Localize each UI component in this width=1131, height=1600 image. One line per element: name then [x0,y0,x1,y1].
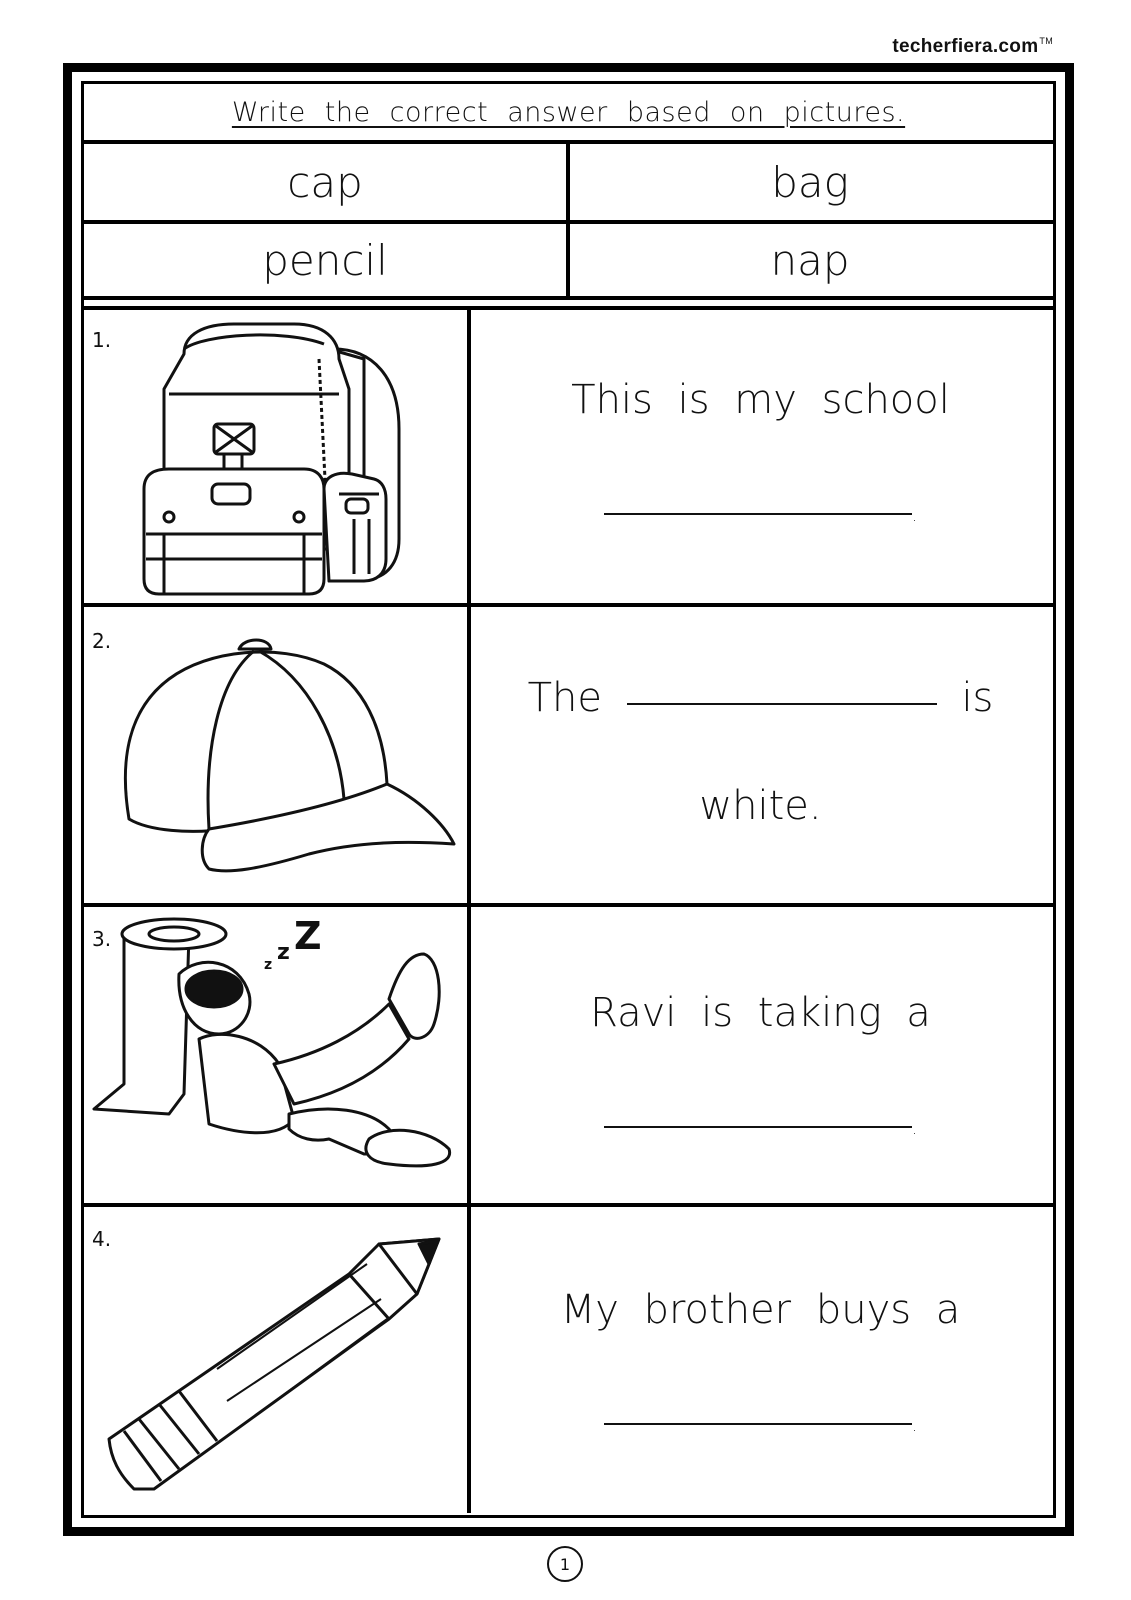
question-sentence [471,644,1050,860]
instruction: Write the correct answer based on pictures. [231,96,906,128]
sentence-text: Ravi is taking a [590,990,931,1036]
divider [84,903,1053,907]
divider [566,144,570,296]
answer-blank[interactable] [604,1415,912,1425]
brand-name: techerfiera.com [892,36,1039,57]
word-bank-item: nap [770,235,850,285]
answer-blank[interactable] [627,695,937,705]
sentence-text: white. [699,783,822,829]
trademark: TM [1039,36,1053,46]
divider [84,306,1053,310]
worksheet-inner [81,81,1056,1518]
pencil-picture [99,1219,459,1504]
answer-line: The is [527,675,994,721]
question-number: 2. [92,629,112,653]
divider [84,603,1053,607]
divider [84,296,1053,300]
answer-line: . [471,1067,1050,1183]
divider [84,1203,1053,1207]
cap-picture [109,619,469,894]
answer-blank[interactable] [604,505,912,515]
question-sentence [471,1256,1050,1480]
svg-text:Z: Z [294,914,322,958]
sleeping-boy-picture [89,914,467,1199]
sentence-text: My brother buys a [560,1287,961,1333]
question-sentence [471,959,1050,1183]
word-bank-item: cap [287,157,363,207]
svg-text:z: z [277,940,290,965]
question-sentence [471,346,1050,570]
brand-logo [892,36,1053,58]
answer-blank[interactable] [604,1118,912,1128]
word-bank-item: bag [771,157,849,207]
question-number: 3. [92,927,112,951]
worksheet-frame [63,63,1074,1536]
question-number: 1. [92,328,112,352]
backpack-picture [124,319,424,599]
question-number: 4. [92,1227,112,1251]
svg-text:z: z [264,957,273,973]
sentence-text: This is my school [571,377,950,423]
page-number: 1 [547,1546,583,1582]
answer-line: . [471,454,1050,570]
word-bank-item: pencil [262,235,388,285]
answer-line: . [471,1364,1050,1480]
